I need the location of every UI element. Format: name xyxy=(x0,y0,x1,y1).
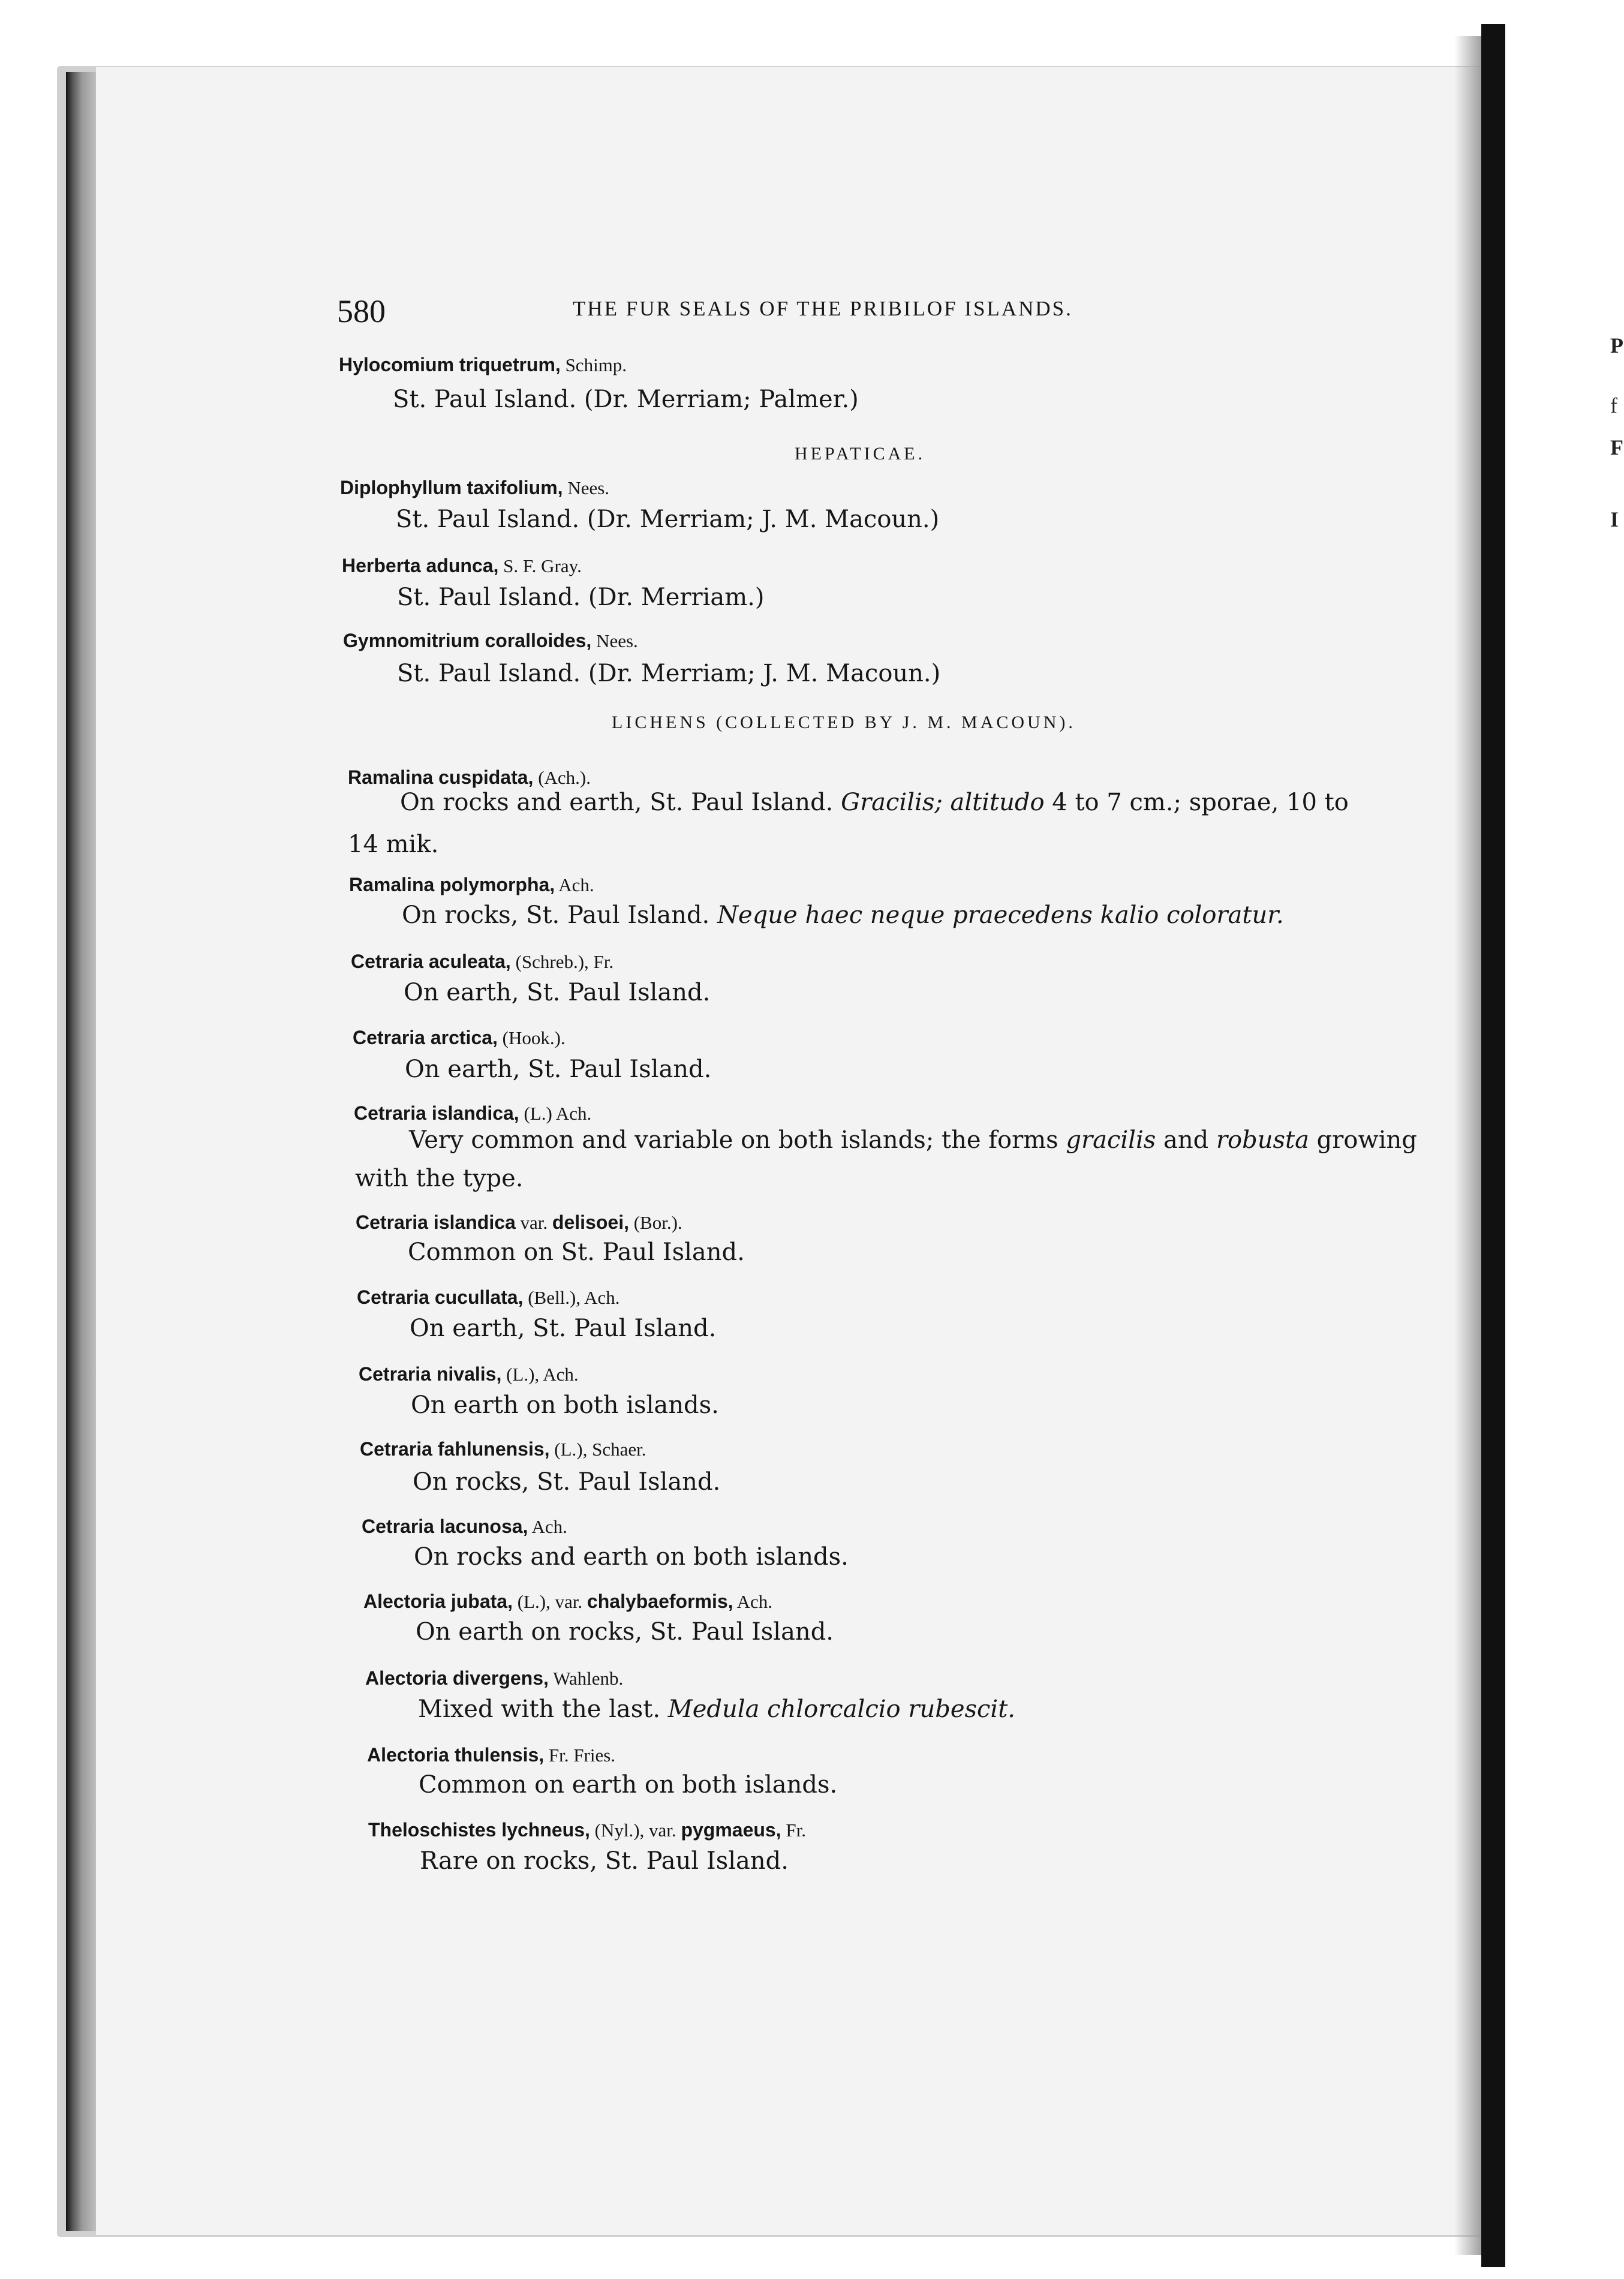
species-name: Hylocomium triquetrum, Schimp. xyxy=(339,354,627,375)
species-description: On earth, St. Paul Island. xyxy=(405,1056,712,1083)
species-description: On rocks and earth, St. Paul Island. Gracilis; altitudo 4 to 7 cm.; sporae, 10 to xyxy=(400,789,1349,816)
species-name: Cetraria nivalis, (L.), Ach. xyxy=(359,1363,579,1385)
book-gutter xyxy=(1481,24,1505,2267)
species-name: Cetraria fahlunensis, (L.), Schaer. xyxy=(360,1438,646,1460)
facing-page-letter: f xyxy=(1610,393,1617,417)
species-name: Diplophyllum taxifolium, Nees. xyxy=(340,477,610,498)
species-name: Cetraria islandica var. delisoei, (Bor.). xyxy=(356,1211,682,1233)
species-description: Common on earth on both islands. xyxy=(419,1771,838,1799)
species-name: Alectoria jubata, (L.), var. chalybaeformis, Ach. xyxy=(363,1591,773,1612)
species-name: Cetraria cucullata, (Bell.), Ach. xyxy=(357,1286,620,1308)
species-description: St. Paul Island. (Dr. Merriam.) xyxy=(397,584,765,611)
species-name: Gymnomitrium coralloides, Nees. xyxy=(343,630,638,651)
species-description: St. Paul Island. (Dr. Merriam; Palmer.) xyxy=(393,386,859,413)
running-title: THE FUR SEALS OF THE PRIBILOF ISLANDS. xyxy=(573,297,1073,320)
species-description: On rocks, St. Paul Island. xyxy=(413,1468,721,1496)
species-name: Alectoria thulensis, Fr. Fries. xyxy=(367,1744,616,1766)
species-description: On rocks and earth on both islands. xyxy=(414,1543,849,1571)
species-name: Ramalina polymorpha, Ach. xyxy=(349,874,594,895)
facing-page-letter: I xyxy=(1610,507,1619,531)
species-description: On rocks, St. Paul Island. Neque haec neque praecedens kalio coloratur. xyxy=(402,901,1284,929)
species-description: Very common and variable on both islands; the forms gracilis and robusta growing xyxy=(409,1126,1417,1154)
species-name: Herberta adunca, S. F. Gray. xyxy=(342,555,582,576)
species-description: Common on St. Paul Island. xyxy=(408,1238,745,1266)
species-description-continued: with the type. xyxy=(355,1165,524,1192)
species-name: Cetraria aculeata, (Schreb.), Fr. xyxy=(351,951,614,972)
section-heading: HEPATICAE. xyxy=(795,444,926,464)
species-description: Rare on rocks, St. Paul Island. xyxy=(420,1847,789,1875)
species-description: On earth, St. Paul Island. xyxy=(404,979,711,1006)
section-heading: LICHENS (COLLECTED BY J. M. MACOUN). xyxy=(612,712,1076,732)
species-name: Cetraria lacunosa, Ach. xyxy=(362,1516,567,1537)
species-description: Mixed with the last. Medula chlorcalcio rubescit. xyxy=(418,1695,1015,1723)
species-name: Cetraria arctica, (Hook.). xyxy=(353,1027,566,1048)
species-name: Alectoria divergens, Wahlenb. xyxy=(365,1667,624,1689)
facing-page xyxy=(1505,24,1624,2279)
species-description: On earth on both islands. xyxy=(411,1391,719,1419)
species-name: Theloschistes lychneus, (Nyl.), var. pygmaeus, Fr. xyxy=(368,1819,806,1841)
page-number: 580 xyxy=(337,293,386,329)
facing-page-letter: P xyxy=(1610,333,1623,357)
species-name: Ramalina cuspidata, (Ach.). xyxy=(348,766,591,788)
species-description-continued: 14 mik. xyxy=(348,831,439,858)
species-description: St. Paul Island. (Dr. Merriam; J. M. Macoun.) xyxy=(396,506,940,533)
species-description: On earth on rocks, St. Paul Island. xyxy=(416,1618,834,1646)
facing-page-letter: F xyxy=(1610,435,1623,459)
species-description: On earth, St. Paul Island. xyxy=(410,1315,717,1342)
species-name: Cetraria islandica, (L.) Ach. xyxy=(354,1102,592,1124)
species-description: St. Paul Island. (Dr. Merriam; J. M. Macoun.) xyxy=(397,660,941,687)
